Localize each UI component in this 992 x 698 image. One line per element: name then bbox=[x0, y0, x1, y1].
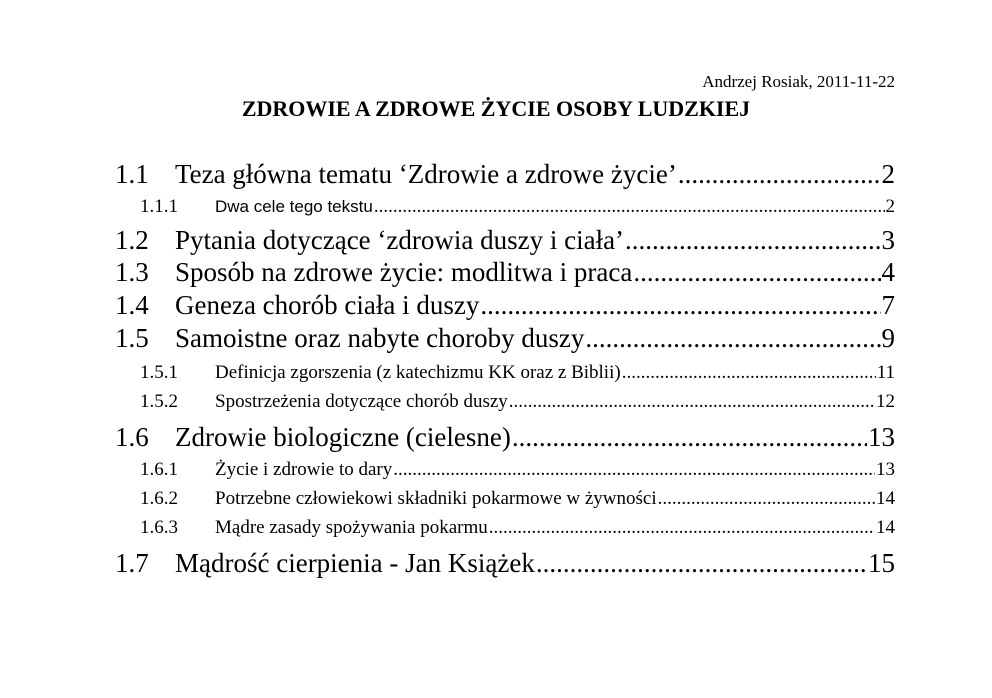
toc-leader-dots bbox=[633, 256, 880, 288]
toc-number: 1.6.3 bbox=[140, 517, 178, 538]
toc-leader-dots bbox=[678, 158, 881, 190]
toc-page-number: 7 bbox=[881, 290, 895, 320]
toc-entry-1-5-1[interactable] bbox=[140, 361, 895, 385]
toc-title: Geneza chorób ciała i duszy bbox=[175, 290, 480, 320]
toc-number: 1.3 bbox=[115, 257, 149, 287]
toc-leader-dots bbox=[489, 516, 875, 540]
toc-page-number: 4 bbox=[881, 257, 895, 287]
toc-number: 1.6.1 bbox=[140, 459, 178, 480]
toc-number: 1.4 bbox=[115, 290, 149, 320]
toc-title: Mądre zasady spożywania pokarmu bbox=[215, 517, 488, 538]
toc-leader-dots bbox=[585, 322, 880, 354]
toc-number: 1.2 bbox=[115, 225, 149, 255]
toc-title: Teza główna tematu ‘Zdrowie a zdrowe życie’ bbox=[175, 159, 677, 189]
toc-entry-1-6-3[interactable] bbox=[140, 516, 895, 540]
toc-page-number: 12 bbox=[876, 391, 895, 412]
toc-number: 1.5.1 bbox=[140, 362, 178, 383]
toc-entry-1-6-1[interactable] bbox=[140, 458, 895, 482]
toc-title: Samoistne oraz nabyte choroby duszy bbox=[175, 323, 585, 353]
toc-leader-dots bbox=[512, 421, 867, 453]
toc-entry-1-6-2[interactable] bbox=[140, 487, 895, 511]
toc-entry-1-1[interactable] bbox=[115, 158, 895, 190]
toc-number: 1.7 bbox=[115, 548, 149, 578]
toc-number: 1.1.1 bbox=[140, 196, 178, 217]
toc-entry-1-4[interactable] bbox=[115, 289, 895, 321]
toc-entry-1-3[interactable] bbox=[115, 256, 895, 288]
toc-number: 1.5 bbox=[115, 323, 149, 353]
toc-page-number: 13 bbox=[868, 422, 895, 452]
toc-title: Dwa cele tego tekstu bbox=[215, 197, 373, 216]
toc-title: Zdrowie biologiczne (cielesne) bbox=[175, 422, 511, 452]
toc-number: 1.1 bbox=[115, 159, 149, 189]
toc-number: 1.5.2 bbox=[140, 391, 178, 412]
toc-title: Mądrość cierpienia - Jan Książek bbox=[175, 548, 535, 578]
toc-page-number: 14 bbox=[876, 517, 895, 538]
toc-leader-dots bbox=[393, 458, 875, 482]
toc-entry-1-6[interactable] bbox=[115, 421, 895, 453]
toc-page-number: 15 bbox=[868, 548, 895, 578]
toc-title: Pytania dotyczące ‘zdrowia duszy i ciała’ bbox=[175, 225, 625, 255]
toc-entry-1-5-2[interactable] bbox=[140, 390, 895, 414]
toc-leader-dots bbox=[509, 390, 875, 414]
toc-entry-1-1-1[interactable] bbox=[140, 195, 895, 219]
toc-title: Spostrzeżenia dotyczące chorób duszy bbox=[215, 391, 508, 412]
toc-number: 1.6 bbox=[115, 422, 149, 452]
toc-leader-dots bbox=[480, 289, 880, 321]
toc-entry-1-2[interactable] bbox=[115, 224, 895, 256]
toc-leader-dots bbox=[374, 195, 885, 219]
toc-entry-1-7[interactable] bbox=[115, 547, 895, 579]
toc-leader-dots bbox=[536, 547, 867, 579]
toc-page-number: 2 bbox=[885, 196, 895, 217]
toc-page-number: 11 bbox=[876, 362, 895, 383]
toc-number: 1.6.2 bbox=[140, 488, 178, 509]
toc-page-number: 3 bbox=[881, 225, 895, 255]
toc-leader-dots bbox=[622, 361, 876, 385]
toc-leader-dots bbox=[658, 487, 875, 511]
toc-leader-dots bbox=[625, 224, 880, 256]
toc-title: Potrzebne człowiekowi składniki pokarmowe w żywności bbox=[215, 488, 657, 509]
toc-page-number: 13 bbox=[876, 459, 895, 480]
toc-entry-1-5[interactable] bbox=[115, 322, 895, 354]
toc-page-number: 9 bbox=[881, 323, 895, 353]
toc-page-number: 14 bbox=[876, 488, 895, 509]
author-date: Andrzej Rosiak, 2011-11-22 bbox=[702, 72, 895, 91]
toc-title: Życie i zdrowie to dary bbox=[215, 459, 393, 480]
document-title: ZDROWIE A ZDROWE ŻYCIE OSOBY LUDZKIEJ bbox=[241, 96, 751, 121]
toc-page-number: 2 bbox=[881, 159, 895, 189]
toc-title: Definicja zgorszenia (z katechizmu KK oraz z Biblii) bbox=[215, 362, 621, 383]
toc-title: Sposób na zdrowe życie: modlitwa i praca bbox=[175, 257, 633, 287]
